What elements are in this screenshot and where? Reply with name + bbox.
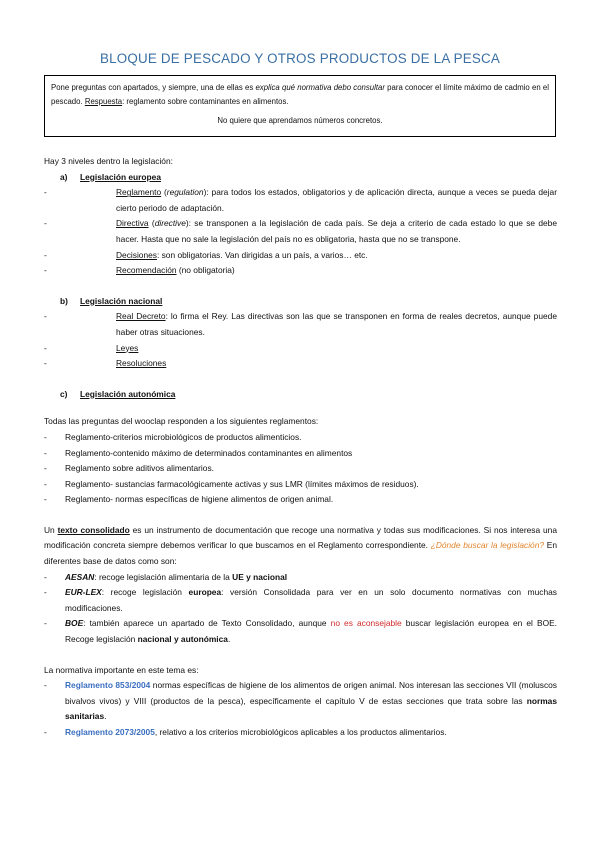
list-item: - Reglamento 2073/2005, relativo a los criterios microbiológicos aplicables a los productos alimentarios. [44,727,447,737]
list-item: - Leyes [44,342,139,353]
intro-text: Hay 3 niveles dentro la legislación: [44,156,173,166]
normativa-list [44,678,557,740]
databases-list [44,570,557,648]
section-b-list [44,309,557,371]
list-item: - AESAN: recoge legislación alimentaria de la UE y nacional [44,571,288,582]
wooclap-intro: Todas las preguntas del wooclap responden a los siguientes reglamentos: [44,416,319,427]
section-b-heading: b) Legislación nacional [60,295,163,306]
list-item: - Resoluciones [44,358,167,369]
list-item: - BOE: también aparece un apartado de Texto Consolidado, aunque no es aconsejable buscar legislación europea en el BOE. Recoge legislación nacional y autonómica. [44,618,557,645]
list-item: - Real Decreto: lo firma el Rey. Las directivas son las que se transponen en forma de reales decretos, aunque puede haber otras situaciones. [44,311,557,337]
exam-note-box [44,75,556,137]
list-item: - Recomendación (no obligatoria) [44,265,235,276]
consolidado-paragraph: Un texto consolidado es un instrumento de documentación que recoge una normativa y todas sus modificaciones. Si nos interesa una modificación concreta siempre debemos verificar lo que buscamos en el Reglamento correspondiente. ¿Dónde buscar la legislación? En diferentes base de datos como son: [44,524,557,567]
list-item: - Reglamento- normas específicas de higiene alimentos de origen animal. [44,494,334,505]
list-item: - Reglamento- sustancias farmacológicamente activas y sus LMR (límites máximos de residuos). [44,478,419,489]
list-item: - Reglamento (regulation): para todos los estados, obligatorios y de aplicación directa, aunque a veces se pueda dejar cierto periodo de adaptación. [44,187,557,213]
exam-note-numbers: No quiere que aprendamos números concretos. [217,116,383,125]
page-title: BLOQUE DE PESCADO Y OTROS PRODUCTOS DE LA PESCA [99,51,501,66]
section-c-heading: c) Legislación autonómica [60,388,176,399]
wooclap-list [44,430,557,508]
document-body [44,154,557,741]
list-item: - Reglamento-criterios microbiológicos de productos alimenticios. [44,431,302,442]
section-a-list [44,185,557,279]
normativa-intro: La normativa importante en este tema es: [44,664,199,675]
section-a-heading: a) Legislación europea [60,171,161,182]
list-item: - Reglamento 853/2004 normas específicas de higiene de los alimentos de origen animal. Nos interesan las secciones VII (moluscos bivalvos vivos) y VIII (productos de la pesca), específicamente el capítulo V de estas secciones que trata sobre las normas sanitarias. [44,680,557,722]
list-item: - Reglamento sobre aditivos alimentarios. [44,463,214,474]
list-item: - Decisiones: son obligatorias. Van dirigidas a un país, a varios… etc. [44,249,368,260]
list-item: - Directiva (directive): se transponen a la legislación de cada país. Se deja a criterio de cada estado lo que se debe hacer. Hasta que no sale la legislación del país no es obligatoria, hasta que no se transpone. [44,218,557,244]
where-question: ¿Dónde buscar la legislación? [430,540,545,551]
list-item: - EUR-LEX: recoge legislación europea: versión Consolidada para ver en un solo documento normativas con muchas modificaciones. [44,587,557,613]
exam-note-text: Pone preguntas con apartados, y siempre, una de ellas es explica qué normativa debo consultar para conocer el límite máximo de cadmio en el pescado. Respuesta: reglamento sobre contaminantes en alimentos. [51,83,549,106]
list-item: - Reglamento-contenido máximo de determinados contaminantes en alimentos [44,447,353,458]
